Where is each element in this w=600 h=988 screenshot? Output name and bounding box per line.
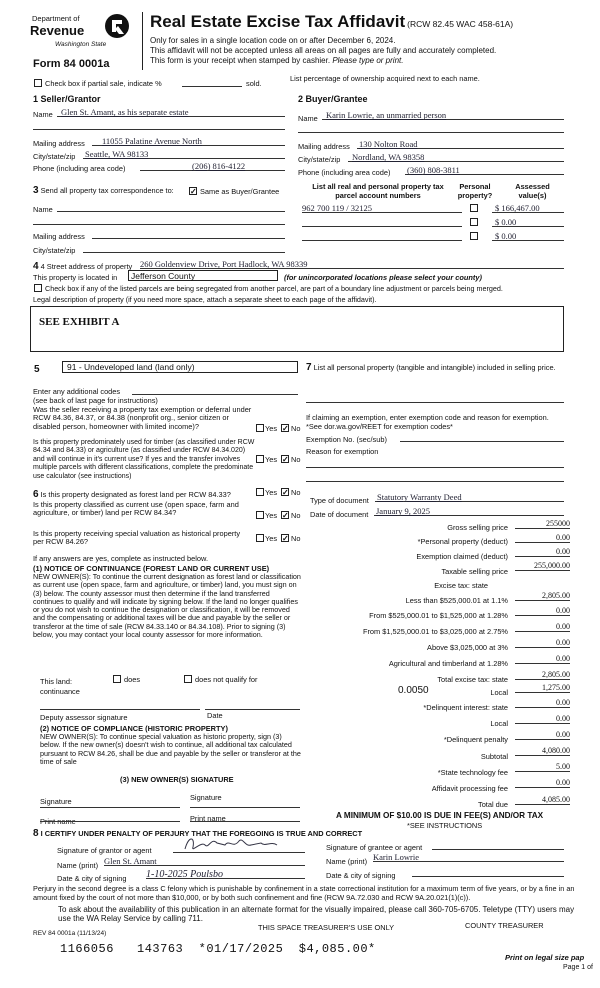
forest-no-label: No <box>291 488 301 497</box>
current-use-question: Is this property classified as current use (open space, farm and agriculture, or timber) land per RCW 84.34? <box>33 500 239 518</box>
exemption-note: If claiming an exemption, enter exemption code and reason for exemption. *See dor.wa.gov/REET for exemption codes* <box>306 413 549 431</box>
seller-mail-label: Mailing address <box>33 139 85 148</box>
local-rate: 0.0050 <box>398 685 429 696</box>
land-use-code-value: 91 - Undeveloped land (land only) <box>67 362 195 372</box>
personal-property-checkbox[interactable] <box>470 232 478 240</box>
reason-label: Reason for exemption <box>306 447 379 456</box>
tax-row-value[interactable]: 255000 <box>515 519 570 529</box>
tax-row-label: Local <box>490 719 508 728</box>
does-not-checkbox[interactable] <box>184 675 192 683</box>
tax-row-value[interactable]: 0.00 <box>515 606 570 616</box>
tax-row-label: *Delinquent penalty <box>443 735 508 744</box>
grantor-date-field[interactable] <box>146 869 305 879</box>
deputy-date-line[interactable] <box>205 700 300 710</box>
tax-row-label: Excise tax: state <box>434 581 488 590</box>
tax-row-value[interactable]: 0.00 <box>515 714 570 724</box>
forest-question <box>33 489 231 500</box>
grantee-signature-field[interactable] <box>432 840 564 850</box>
notice1-title: (1) NOTICE OF CONTINUANCE (FOREST LAND OR CURRENT USE) <box>33 564 270 573</box>
county-value: Jefferson County <box>131 271 196 281</box>
owner-print-label-1: Print name <box>40 817 76 826</box>
tax-row-label: Total excise tax: state <box>437 675 508 684</box>
buyer-name-value: Karin Lowrie, an unmarried person <box>326 110 447 120</box>
tax-row-value[interactable]: 0.00 <box>515 547 570 557</box>
same-as-buyer-checkbox[interactable]: ✓ <box>190 187 197 196</box>
personal-property-checkbox[interactable] <box>470 218 478 226</box>
personal-property-field[interactable] <box>306 393 564 403</box>
sec3-label <box>33 185 174 196</box>
sec4-street-label <box>33 261 132 272</box>
perjury-notice <box>33 885 595 902</box>
owner-signature-line-2[interactable] <box>190 798 300 808</box>
q2-yes-checkbox[interactable] <box>256 455 264 463</box>
doc-type-label: Type of document <box>310 496 369 505</box>
grantee-name-label: Name (print) <box>326 857 368 866</box>
forest-yes-label: Yes <box>265 488 278 497</box>
tax-row-label: From $525,000.01 to $1,525,000 at 1.28% <box>369 611 508 620</box>
assessed-value: $ 166,467.00 <box>495 203 540 213</box>
sec7-number: 7 <box>306 362 312 373</box>
tax-row-value[interactable]: 2,805.00 <box>515 670 570 680</box>
tax-row-value[interactable]: 2,805.00 <box>515 591 570 601</box>
grantor-signature-field[interactable] <box>173 843 305 853</box>
parcel-number-field[interactable] <box>302 217 462 227</box>
grantor-name-field[interactable] <box>104 856 305 866</box>
legal-size-note: Print on legal size pap <box>505 953 585 962</box>
tax-row-label: From $1,525,000.01 to $3,025,000 at 2.75% <box>362 627 508 636</box>
historic-no-checkbox[interactable]: ✓ <box>282 534 289 543</box>
buyer-mail-label: Mailing address <box>298 142 350 151</box>
buyer-name-line2 <box>298 123 564 133</box>
parcel-col-header: List all real and personal property tax parcel account numbers <box>312 182 444 200</box>
seller-name-line2 <box>33 120 285 130</box>
grantee-signature-label: Signature of grantee or agent <box>326 843 423 852</box>
historic-no-label: No <box>291 534 301 543</box>
tax-row-value[interactable]: 0.00 <box>515 533 570 543</box>
unincorporated-note: (for unincorporated locations please select your county) <box>284 273 482 282</box>
current-use-no-checkbox[interactable]: ✓ <box>282 511 289 520</box>
notice1-text: NEW OWNER(S): To continue the current designation as forest land or classification as current use (open space, farm and agriculture, or timber) land, you must sign on (3) below. The county assessor must then determine if the land transferred continues to qualify and will indicate by signing below. If the land no longer qualifies or you do not wish to continue the designation or classification, it will be removed and the compensating or additional taxes will be due and payable by the seller or transferor at the time of sale (RCW 84.33.140 or 84.34.108). Prior to signing (3) below, you may contact your local county assessor for more information. <box>33 572 301 640</box>
assessed-col-header: Assessed value(s) <box>515 182 550 200</box>
tax-row-value[interactable]: 4,080.00 <box>515 746 570 756</box>
sec3-text: Send all property tax correspondence to: <box>40 186 174 195</box>
tax-row-label: *State technology fee <box>437 768 508 777</box>
q1-yes-label: Yes <box>265 424 278 433</box>
sec3-city-field[interactable] <box>83 243 285 253</box>
revision-label: REV 84 0001a (11/13/24) <box>33 930 107 937</box>
forest-no-checkbox[interactable]: ✓ <box>282 488 289 497</box>
tax-row-value[interactable]: 0.00 <box>515 730 570 740</box>
personal-col-header: Personal property? <box>457 182 493 200</box>
buyer-city-field[interactable] <box>348 152 564 162</box>
sec3-name-label: Name <box>33 205 53 214</box>
tax-row-label: Gross selling price <box>447 523 508 532</box>
located-label: This property is located in <box>33 273 118 282</box>
land-use-code-select[interactable] <box>62 361 298 373</box>
tax-row-value[interactable]: 0.00 <box>515 622 570 632</box>
notice3-title: (3) NEW OWNER(S) SIGNATURE <box>120 775 234 784</box>
sec3-city-label: City/state/zip <box>33 246 76 255</box>
subtitle-3 <box>150 56 403 65</box>
owner-signature-label-1: Signature <box>40 797 72 806</box>
legal-description-box[interactable] <box>30 306 564 352</box>
historic-yes-checkbox[interactable] <box>256 534 264 542</box>
seller-mail-value: 11055 Palatine Avenue North <box>102 136 202 146</box>
partial-sale-label: Check box if partial sale, indicate % <box>45 79 162 88</box>
additional-codes-label: Enter any additional codes <box>33 387 121 396</box>
treasurer-use-label: THIS SPACE TREASURER'S USE ONLY <box>258 923 395 932</box>
q2-no-checkbox[interactable]: ✓ <box>282 455 289 464</box>
sec3-name-line2 <box>33 215 285 225</box>
buyer-name-label: Name <box>298 114 318 123</box>
parcel-number-field[interactable] <box>302 231 462 241</box>
owner-print-label-2: Print name <box>190 814 226 823</box>
doc-date-value: January 9, 2025 <box>376 506 431 516</box>
buyer-name-field[interactable] <box>322 110 564 120</box>
doc-date-label: Date of document <box>310 510 369 519</box>
dept-line2: Revenue <box>30 23 85 38</box>
owner-signature-line-1[interactable] <box>40 798 180 808</box>
seller-phone-label: Phone (including area code) <box>33 164 126 173</box>
current-use-yes-label: Yes <box>265 511 278 520</box>
grantor-date-label: Date & city of signing <box>57 874 127 883</box>
seller-name-value: Glen St. Amant, as his separate estate <box>61 107 189 117</box>
notice2-title: (2) NOTICE OF COMPLIANCE (HISTORIC PROPERTY) <box>40 724 228 733</box>
tax-row-label: *Personal property (deduct) <box>417 537 508 546</box>
tax-row-value[interactable]: 0.00 <box>515 638 570 648</box>
notice2-text: NEW OWNER(S): To continue special valuation as historic property, sign (3) below. If the new owner(s) doesn't wish to continue, all additional tax calculated pursuant to RCW 84.26, shall be due and payable by the seller or transferor at the time of sale <box>40 732 301 766</box>
ownership-note: List percentage of ownership acquired next to each name. <box>290 74 480 83</box>
additional-codes-field[interactable] <box>132 385 298 395</box>
seller-city-label: City/state/zip <box>33 152 76 161</box>
deputy-date-label: Date <box>207 711 223 720</box>
grantor-date-value: 1-10-2025 Poulsbo <box>146 869 223 880</box>
parcel-number-field[interactable] <box>302 203 462 213</box>
perjury-text: Perjury in the second degree is a class C felony which is punishable by confinement in a state correctional institution for a maximum term of five years, or by a fine in an amount fixed by the court of not more than $10,000, or by both such confinement and fine (RCW 9A.72.030 and RCW 9A.20.021(1)(c)). <box>33 884 575 902</box>
buyer-mail-value: 130 Nolton Road <box>359 139 418 149</box>
treasurer-stamp: 1166056 143763 *01/17/2025 $4,085.00* <box>60 942 376 956</box>
exemption-no-field[interactable] <box>400 432 564 442</box>
tax-row-label: Exemption claimed (deduct) <box>416 552 508 561</box>
tax-row-value[interactable]: 255,000.00 <box>515 561 570 571</box>
minimum-due-note: A MINIMUM OF $10.00 IS DUE IN FEE(S) AND/OR TAX <box>336 811 544 820</box>
deputy-signature-line[interactable] <box>40 700 200 710</box>
county-select[interactable] <box>128 270 278 281</box>
tax-row-label: Taxable selling price <box>441 567 508 576</box>
q1-no-label: No <box>291 424 301 433</box>
tax-row-value[interactable]: 5.00 <box>515 762 570 772</box>
see-instructions: *SEE INSTRUCTIONS <box>407 821 483 830</box>
grantor-name-value: Glen St. Amant <box>104 856 157 866</box>
exemption-question: Was the seller receiving a property tax exemption or deferral under RCW 84.36, 84.37, or 84.38 (nonprofit org., senior citizen or disabled person, homeowner with limited income)? <box>33 405 252 431</box>
assessed-value: $ 0.00 <box>495 231 517 241</box>
seller-name-label: Name <box>33 110 53 119</box>
same-as-buyer-label: Same as Buyer/Grantee <box>200 187 280 196</box>
grantee-date-field[interactable] <box>412 867 564 877</box>
tax-row-value[interactable]: 0.00 <box>515 654 570 664</box>
buyer-phone-value: (360) 808-3811 <box>407 165 460 175</box>
tax-row-label: Subtotal <box>480 752 508 761</box>
subtitle-3a: This form is your receipt when stamped by cashier. <box>150 56 331 65</box>
legal-description-value: SEE EXHIBIT A <box>39 316 120 328</box>
tax-row-value[interactable]: 4,085.00 <box>515 795 570 805</box>
legal-description-label: Legal description of property (if you need more space, attach a separate sheet to each page of the affidavit). <box>33 295 377 304</box>
tax-row-value[interactable]: 1,275.00 <box>515 683 570 693</box>
sec3-number: 3 <box>33 185 39 196</box>
historic-yes-label: Yes <box>265 534 278 543</box>
tax-row-label: Total due <box>478 800 508 809</box>
doc-date-field[interactable] <box>374 506 564 516</box>
street-address-value: 260 Goldenview Drive, Port Hadlock, WA 98339 <box>140 259 308 269</box>
accessibility-notice: To ask about the availability of this publication in an alternate format for the visually impaired, please call 360-705-6705. Teletype (TTY) users may use the WA Relay Service by calling 711. <box>58 905 575 923</box>
sec5-number: 5 <box>34 364 40 375</box>
tax-row-value[interactable]: 0.00 <box>515 698 570 708</box>
this-land-label: This land: <box>40 677 73 686</box>
segregated-label: Check box if any of the listed parcels are being segregated from another parcel, are part of a boundary line adjustment or parcels being merged. <box>45 284 503 293</box>
title-cite: (RCW 82.45 WAC 458-61A) <box>407 19 514 29</box>
form-number: Form 84 0001a <box>33 58 110 70</box>
buyer-mail-field[interactable] <box>357 139 564 149</box>
personal-property-checkbox[interactable] <box>470 204 478 212</box>
certify-text: I CERTIFY UNDER PENALTY OF PERJURY THAT THE FOREGOING IS TRUE AND CORRECT <box>40 829 363 838</box>
page-number: Page 1 of <box>563 964 593 971</box>
doc-type-value: Statutory Warranty Deed <box>377 492 462 502</box>
county-treasurer-label: COUNTY TREASURER <box>465 921 544 930</box>
form-title <box>150 12 513 32</box>
grantee-date-label: Date & city of signing <box>326 871 396 880</box>
tax-row-label: Local <box>490 688 508 697</box>
buyer-city-label: City/state/zip <box>298 155 341 164</box>
seller-city-value: Seattle, WA 98133 <box>85 149 149 159</box>
partial-sold-label: sold. <box>246 79 262 88</box>
header-divider <box>142 12 143 70</box>
continuance-label: continuance <box>40 687 80 696</box>
sec8-number: 8 <box>33 828 39 839</box>
segregated-checkbox[interactable] <box>34 284 42 292</box>
q1-no-checkbox[interactable]: ✓ <box>282 424 289 433</box>
dor-logo <box>30 12 132 56</box>
q2-yes-label: Yes <box>265 455 278 464</box>
tax-row-label: Affidavit processing fee <box>431 784 508 793</box>
revenue-logo-icon <box>104 12 130 40</box>
forest-yes-checkbox[interactable] <box>256 488 264 496</box>
assessed-value-field[interactable] <box>492 231 564 241</box>
tax-row-label: Above $3,025,000 at 3% <box>427 643 508 652</box>
owner-print-line-1[interactable] <box>40 812 180 822</box>
deputy-signature-label: Deputy assessor signature <box>40 713 128 722</box>
sec7-label <box>306 362 564 373</box>
sec3-mail-label: Mailing address <box>33 232 85 241</box>
buyer-phone-label: Phone (including area code) <box>298 168 391 177</box>
historic-question: Is this property receiving special valuation as historical property per RCW 84.26? <box>33 529 241 547</box>
seller-name-field[interactable] <box>57 107 285 117</box>
buyer-heading: 2 Buyer/Grantee <box>298 94 368 104</box>
assessed-value-field[interactable] <box>492 217 564 227</box>
owner-print-line-2[interactable] <box>190 812 300 822</box>
title-text: Real Estate Excise Tax Affidavit <box>150 12 406 31</box>
q2-no-label: No <box>291 455 301 464</box>
q1-yes-checkbox[interactable] <box>256 424 264 432</box>
seller-phone-field[interactable] <box>140 161 285 171</box>
current-use-yes-checkbox[interactable] <box>256 511 264 519</box>
grantee-name-value: Karin Lowrie <box>373 852 420 862</box>
dept-line3: Washington State <box>55 41 107 48</box>
subtitle-2: This affidavit will not be accepted unless all areas on all pages are fully and accurately completed. <box>150 46 497 55</box>
tax-row-label: *Delinquent interest: state <box>423 703 508 712</box>
sec6-number: 6 <box>33 489 39 500</box>
reason-field-2[interactable] <box>306 472 564 482</box>
assessed-value: $ 0.00 <box>495 217 517 227</box>
exemption-no-label: Exemption No. (sec/sub) <box>306 435 387 444</box>
sec3-mail-field[interactable] <box>92 229 285 239</box>
does-label: does <box>124 675 141 684</box>
sec3-name-field[interactable] <box>57 202 285 212</box>
reason-field-1[interactable] <box>306 458 564 468</box>
partial-sale-checkbox[interactable] <box>34 79 42 87</box>
does-not-label: does not qualify for <box>195 675 258 684</box>
timber-question: Is this property predominately used for timber (as classified under RCW 84.34 and 84.33) or agriculture (as classified under RCW 84.34.020) and will continue in it's current use? If yes and the transfer involves multiple parcels with different classifications, complete the predominate use calculator (see instructions) <box>33 439 255 480</box>
codes-note: (see back of last page for instructions) <box>33 396 158 405</box>
grantee-name-field[interactable] <box>373 852 564 862</box>
sec7-text: List all personal property (tangible and intangible) included in selling price. <box>313 363 556 372</box>
assessed-value-field[interactable] <box>492 203 564 213</box>
forest-question-text: Is this property designated as forest land per RCW 84.33? <box>40 490 231 499</box>
subtitle-1: Only for sales in a single location code on or after December 6, 2024. <box>150 36 396 45</box>
seller-phone-value: (206) 816-4122 <box>192 161 246 171</box>
tax-row-value[interactable]: 0.00 <box>515 778 570 788</box>
dept-line1: Department of <box>32 14 80 23</box>
grantor-name-label: Name (print) <box>57 861 99 870</box>
seller-mail-field[interactable] <box>92 136 285 146</box>
sec4-number: 4 <box>33 261 39 272</box>
current-use-no-label: No <box>291 511 301 520</box>
doc-type-field[interactable] <box>375 492 564 502</box>
buyer-phone-field[interactable] <box>405 165 564 175</box>
parcel-number-value: 962 700 119 / 32125 <box>302 203 373 213</box>
tax-row-label: Less than $525,000.01 at 1.1% <box>405 596 508 605</box>
owner-signature-label-2: Signature <box>190 793 222 802</box>
grantor-signature-mark <box>181 833 281 855</box>
seller-heading: 1 Seller/Grantor <box>33 94 101 104</box>
seller-city-field[interactable] <box>83 149 285 159</box>
sec4-street-text: 4 Street address of property <box>40 262 133 271</box>
tax-row-label: Agricultural and timberland at 1.28% <box>388 659 508 668</box>
grantor-signature-label: Signature of grantor or agent <box>57 846 152 855</box>
subtitle-3b: Please type or print. <box>332 56 404 65</box>
partial-percent-field[interactable] <box>182 77 242 87</box>
street-address-field[interactable] <box>140 259 564 269</box>
does-checkbox[interactable] <box>113 675 121 683</box>
buyer-city-value: Nordland, WA 98358 <box>352 152 425 162</box>
ifany-note: If any answers are yes, complete as instructed below. <box>33 554 208 563</box>
